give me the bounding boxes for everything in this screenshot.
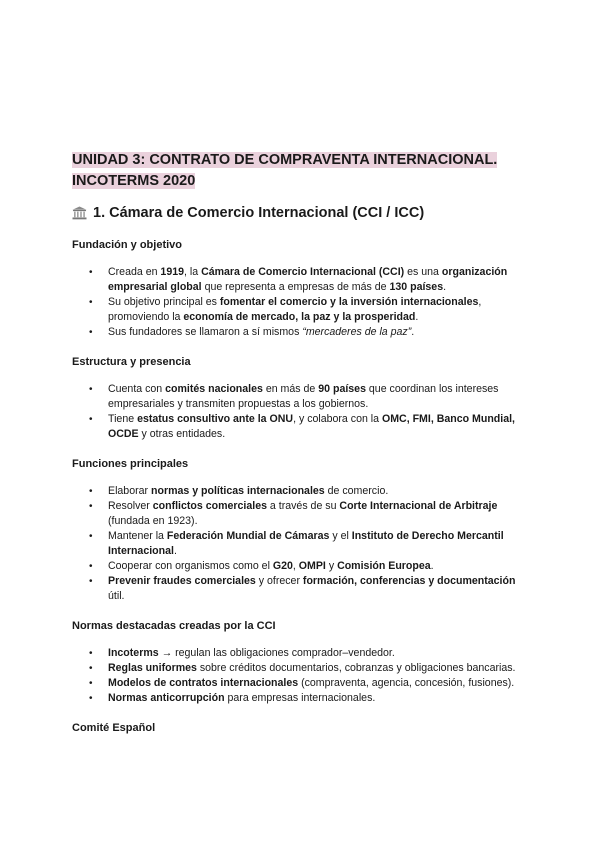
list-item: • Reglas uniformes sobre créditos documentarios, cobranzas y obligaciones bancarias. [72,661,532,676]
list-item: • Modelos de contratos internacionales (compraventa, agencia, concesión, fusiones). [72,676,532,691]
list-item: • Creada en 1919, la Cámara de Comercio Internacional (CCI) es una organización empresarial global que representa a empresas de más de 130 países. [72,265,532,295]
estructura-heading: Estructura y presencia [72,356,191,368]
list-item: • Sus fundadores se llamaron a sí mismos “mercaderes de la paz”. [72,325,532,340]
document-page [72,150,532,735]
unit-title-line1: UNIDAD 3: CONTRATO DE COMPRAVENTA INTERNACIONAL. [72,152,498,168]
unit-title [72,150,532,192]
list-item: • Su objetivo principal es fomentar el comercio y la inversión internacionales, promoviendo la economía de mercado, la paz y la prosperidad. [72,295,532,325]
list-item: • Incoterms → regulan las obligaciones comprador–vendedor. [72,646,532,661]
normas-heading: Normas destacadas creadas por la CCI [72,620,276,632]
fundacion-list [72,265,532,340]
section-heading [72,203,532,223]
fundacion-heading: Fundación y objetivo [72,239,183,251]
estructura-list [72,382,532,442]
bank-icon [72,206,87,220]
list-item: • Cooperar con organismos como el G20, OMPI y Comisión Europea. [72,559,532,574]
normas-list [72,646,532,706]
list-item: • Tiene estatus consultivo ante la ONU, y colabora con la OMC, FMI, Banco Mundial, OCDE y otras entidades. [72,412,532,442]
list-item: • Mantener la Federación Mundial de Cámaras y el Instituto de Derecho Mercantil Internacional. [72,529,532,559]
comite-heading: Comité Español [72,722,156,734]
list-item: • Resolver conflictos comerciales a través de su Corte Internacional de Arbitraje (fundada en 1923). [72,499,532,529]
list-item: • Cuenta con comités nacionales en más de 90 países que coordinan los intereses empresariales y transmiten propuestas a los gobiernos. [72,382,532,412]
list-item: • Prevenir fraudes comerciales y ofrecer formación, conferencias y documentación útil. [72,574,532,604]
section-heading-text: 1. Cámara de Comercio Internacional (CCI / ICC) [93,205,425,221]
unit-title-line2: INCOTERMS 2020 [72,173,196,189]
funciones-list [72,484,532,604]
list-item: • Normas anticorrupción para empresas internacionales. [72,691,532,706]
funciones-heading: Funciones principales [72,458,189,470]
list-item: • Elaborar normas y políticas internacionales de comercio. [72,484,532,499]
